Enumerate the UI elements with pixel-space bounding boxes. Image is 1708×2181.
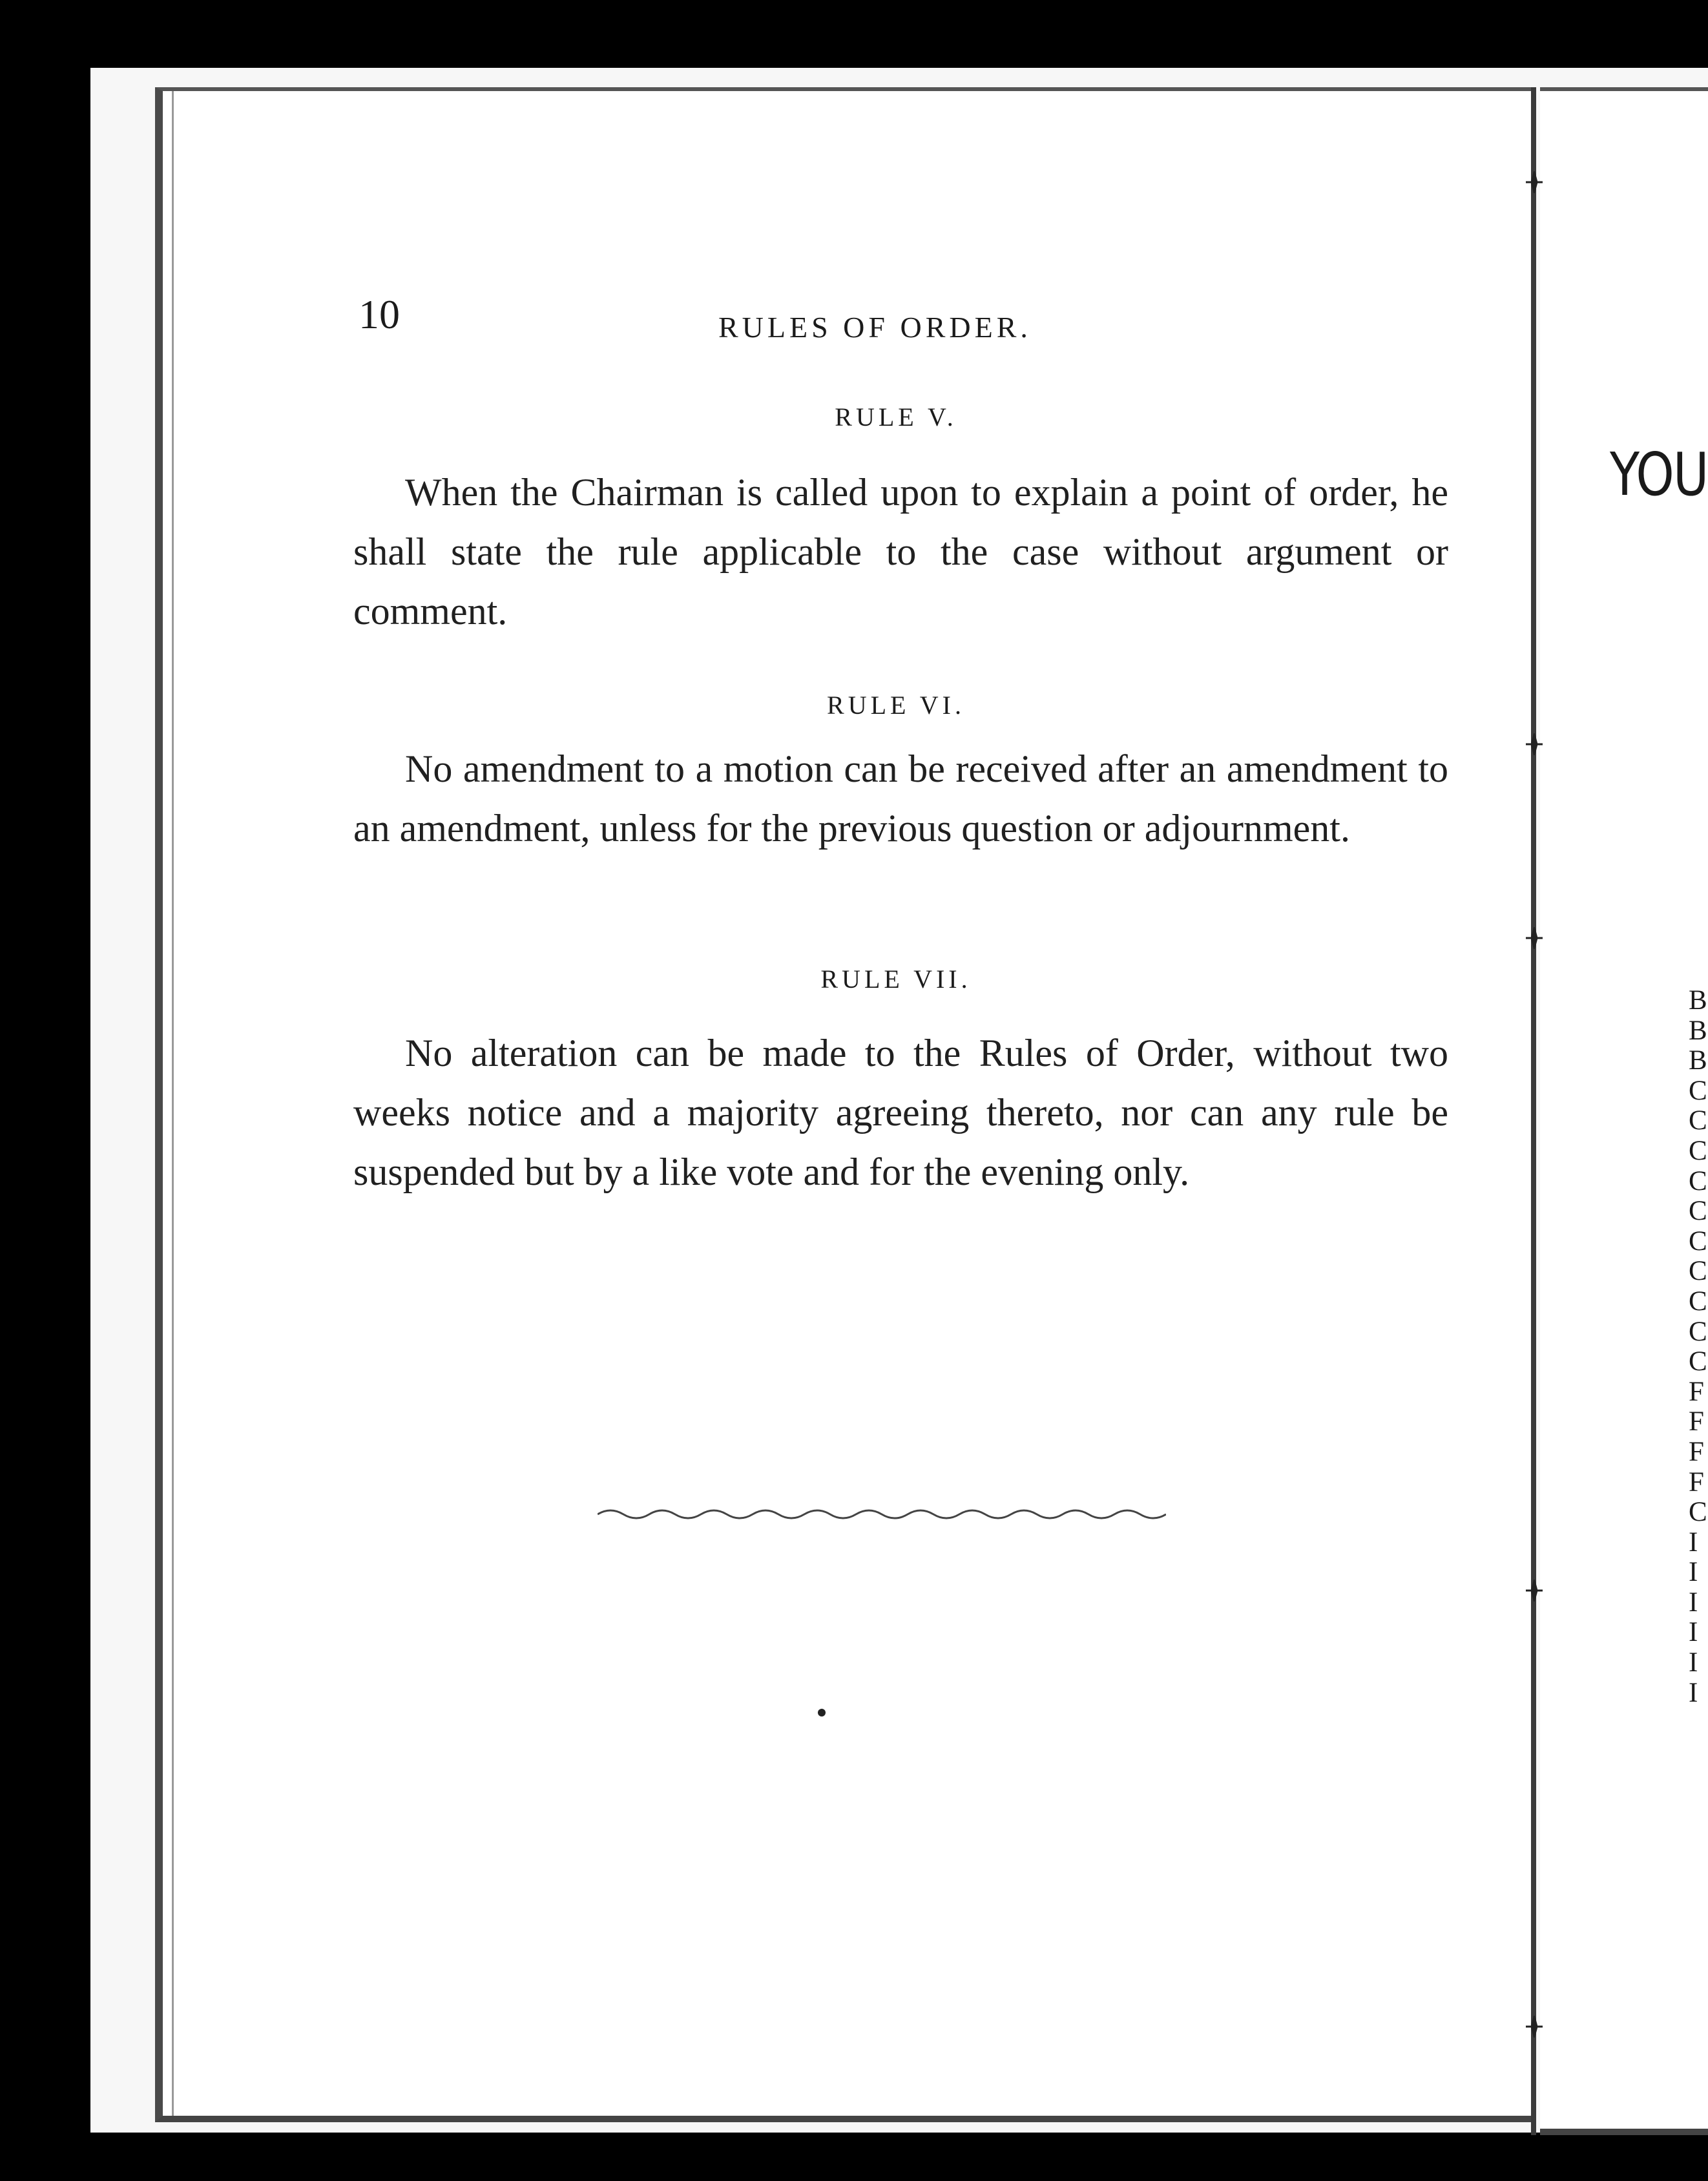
book-spine — [1531, 87, 1536, 2135]
rule-text: No amendment to a motion can be received after an amendment to an amendment, unless for the previous question or adjournment. — [353, 747, 1448, 850]
facing-letter: I — [1689, 1647, 1698, 1678]
wavy-ornament-divider — [598, 1507, 1166, 1522]
running-head: RULES OF ORDER. — [718, 311, 1032, 344]
facing-letter: C — [1689, 1497, 1707, 1528]
rule-heading: RULE VI. — [827, 691, 965, 720]
facing-letter: I — [1689, 1557, 1698, 1588]
facing-letter: I — [1689, 1587, 1698, 1618]
stitch-mark-icon — [1523, 927, 1545, 949]
stray-mark — [818, 1709, 826, 1717]
facing-letter: I — [1689, 1527, 1698, 1558]
facing-letter: C — [1689, 1165, 1707, 1196]
facing-letter: C — [1689, 1316, 1707, 1347]
stitch-mark-icon — [1523, 2016, 1545, 2038]
facing-letter: I — [1689, 1617, 1698, 1648]
facing-letter: F — [1689, 1466, 1704, 1497]
rule-heading: RULE V. — [835, 402, 957, 432]
facing-letter: C — [1689, 1196, 1707, 1227]
facing-letter: C — [1689, 1075, 1707, 1106]
facing-letter: C — [1689, 1346, 1707, 1377]
facing-letter: F — [1689, 1436, 1704, 1467]
facing-letter: C — [1689, 1105, 1707, 1136]
facing-letter: B — [1689, 1015, 1707, 1046]
facing-letter: I — [1689, 1677, 1698, 1708]
facing-letter: B — [1689, 1045, 1707, 1076]
stitch-mark-icon — [1523, 1580, 1545, 1602]
facing-page-heading: YOU — [1610, 440, 1708, 509]
rule-text: When the Chairman is called upon to explain a point of order, he shall state the rule applicable to the case without argument or comment. — [353, 471, 1448, 632]
facing-letter: C — [1689, 1256, 1707, 1287]
facing-page-letter-column — [1689, 986, 1708, 1708]
rule-text: No alteration can be made to the Rules of Order, without two weeks notice and a majority agreeing thereto, nor can any rule be suspended but by a like vote and for the evening only. — [353, 1032, 1448, 1193]
facing-letter: C — [1689, 1135, 1707, 1166]
facing-letter: F — [1689, 1376, 1704, 1407]
stitch-mark-icon — [1523, 733, 1545, 755]
facing-letter: F — [1689, 1406, 1704, 1437]
facing-letter: C — [1689, 1286, 1707, 1317]
facing-letter: B — [1689, 985, 1707, 1016]
facing-letter: C — [1689, 1226, 1707, 1257]
stitch-mark-icon — [1523, 171, 1545, 193]
right-page — [1540, 87, 1708, 2135]
rule-heading: RULE VII. — [820, 965, 972, 994]
page-number: 10 — [359, 291, 400, 337]
